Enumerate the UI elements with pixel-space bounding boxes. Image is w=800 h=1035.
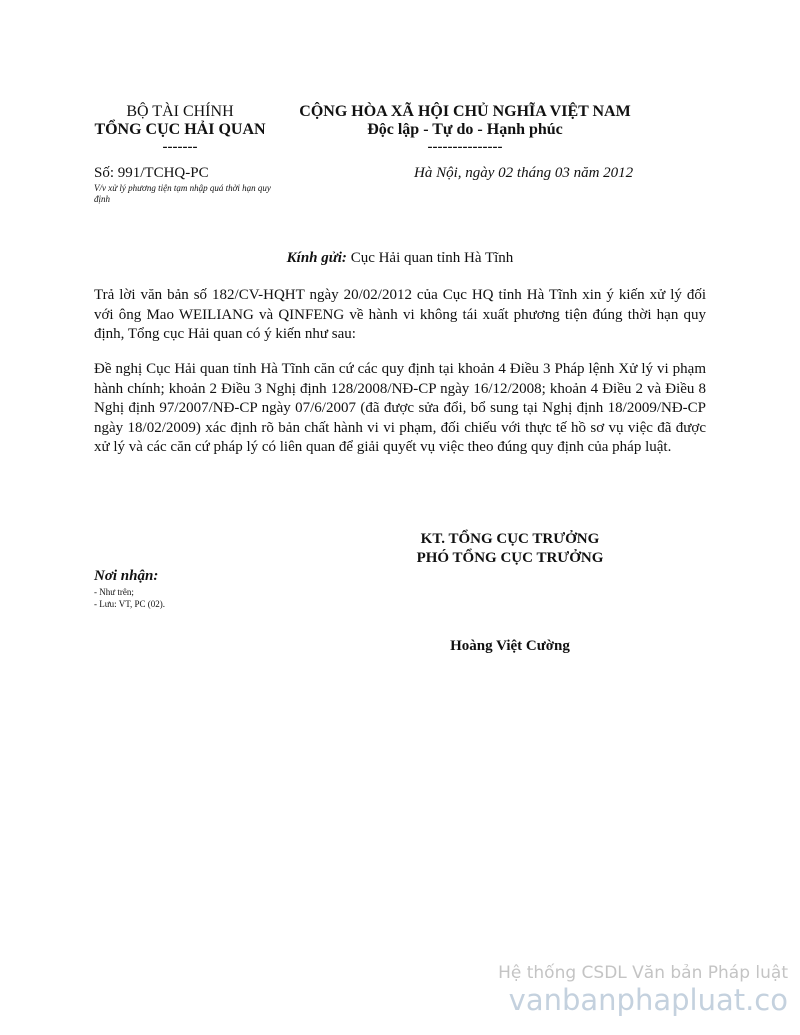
place-and-date: Hà Nội, ngày 02 tháng 03 năm 2012 [414, 165, 634, 181]
issuing-agency-block [80, 103, 280, 155]
recipient-line [94, 250, 706, 267]
recipient-item: - Như trên; [94, 587, 134, 597]
national-title-block [285, 103, 645, 155]
recipient-item: - Lưu: VT, PC (02). [94, 599, 166, 609]
watermark-line-1: Hệ thống CSDL Văn bản Pháp luật [498, 963, 788, 983]
body-paragraph-2: Đề nghị Cục Hải quan tỉnh Hà Tĩnh căn cứ các quy định tại khoản 4 Điều 3 Pháp lệnh Xử lý vi phạm hành chính; khoản 2 Điều 3 Nghị định 128/2008/NĐ-CP ngày 16/12/2008; khoản 4 Điều 2 và Điều 8 Nghị định 97/2007/NĐ-CP ngày 07/6/2007 (đã được sửa đổi, bổ sung tại Nghị định 18/2009/NĐ-CP ngày 18/02/2009) xác định rõ bản chất hành vi vi phạm, đối chiếu với thực tế hồ sơ vụ việc đã được xử lý và các căn cứ pháp lý có liên quan để giải quyết vụ việc theo đúng quy định của pháp luật. [94, 361, 706, 456]
watermark-line-2: vanbanphapluat.co [508, 983, 788, 1017]
agency-separator: ------- [162, 139, 198, 155]
recipient-label: Kính gửi: [286, 250, 347, 266]
body-paragraph-1: Trả lời văn bản số 182/CV-HQHT ngày 20/02/2012 của Cục HQ tỉnh Hà Tĩnh xin ý kiến xử lý đối với ông Mao WEILIANG và QINFENG về hành vi không tái xuất phương tiện đúng thời hạn quy định, Tổng cục Hải quan có ý kiến như sau: [94, 287, 706, 343]
ministry-name: BỘ TÀI CHÍNH [126, 103, 234, 120]
recipient-name: Cục Hải quan tỉnh Hà Tĩnh [350, 250, 514, 266]
recipients-title: Nơi nhận: [94, 568, 159, 584]
signature-title-block [380, 530, 640, 568]
agency-name: TỔNG CỤC HẢI QUAN [94, 121, 266, 138]
national-motto: Độc lập - Tự do - Hạnh phúc [367, 121, 563, 138]
signature-title-line-2: PHÓ TỔNG CỤC TRƯỞNG [416, 550, 604, 566]
signer-name: Hoàng Việt Cường [450, 638, 570, 654]
recipients-list [94, 586, 165, 610]
motto-separator: --------------- [427, 139, 503, 155]
nation-name: CỘNG HÒA XÃ HỘI CHỦ NGHĨA VIỆT NAM [299, 103, 631, 120]
document-number: Số: 991/TCHQ-PC [94, 165, 209, 181]
signature-title-line-1: KT. TỔNG CỤC TRƯỞNG [420, 531, 600, 547]
watermark [498, 963, 788, 1017]
document-subject: V/v xử lý phương tiện tạm nhập quá thời hạn quy định [94, 183, 271, 204]
